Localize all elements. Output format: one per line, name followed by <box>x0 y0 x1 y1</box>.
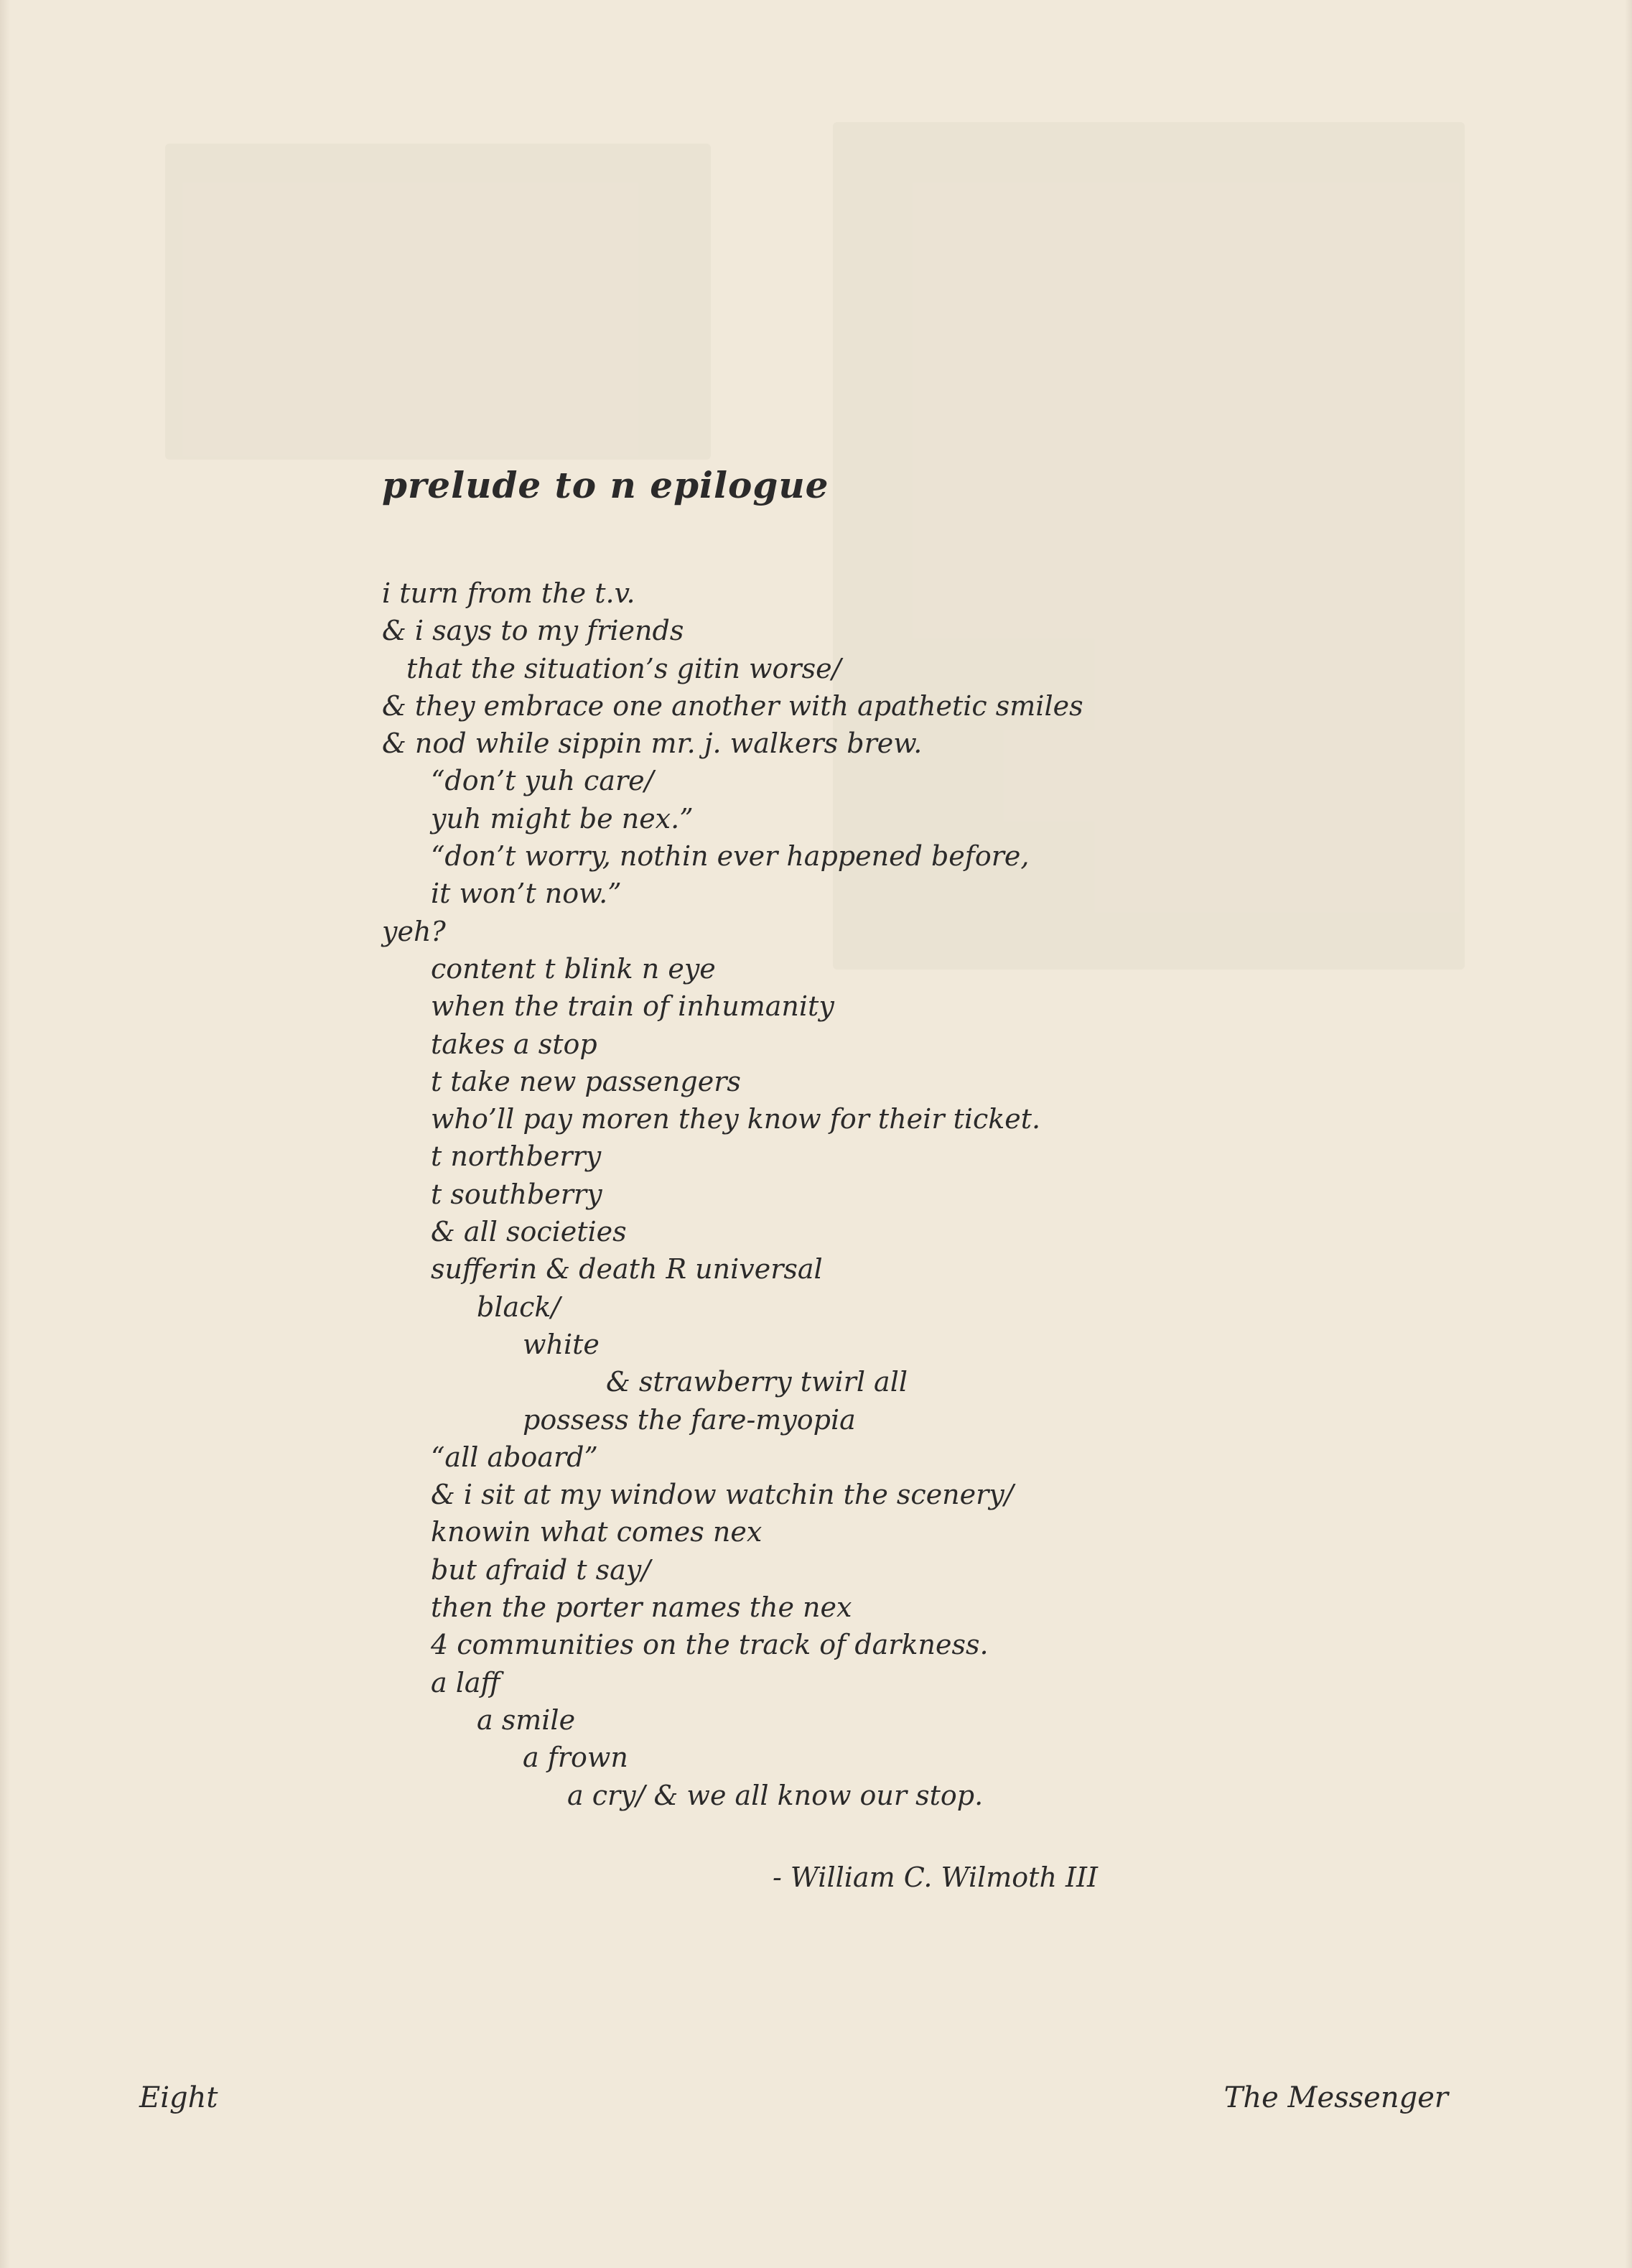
poem-line: content t blink n eye <box>431 952 716 985</box>
poem-line: takes a stop <box>431 1028 597 1060</box>
poem-line: white <box>523 1328 600 1360</box>
poem-line: possess the fare-myopia <box>523 1403 856 1436</box>
poem-line: & i sit at my window watchin the scenery/ <box>431 1479 1014 1511</box>
poem-line: & nod while sippin mr. j. walkers brew. <box>382 728 923 760</box>
poem-line: t take new passengers <box>431 1065 741 1097</box>
poem-line: & i says to my friends <box>382 615 684 647</box>
publication-name: The Messenger <box>1223 2081 1448 2114</box>
poem-attribution: - William C. Wilmoth III <box>773 1862 1099 1893</box>
poem-line: t northberry <box>431 1140 602 1173</box>
poem-line: who’ll pay moren they know for their ticket. <box>431 1103 1041 1135</box>
poem-title: prelude to n epilogue <box>382 464 829 506</box>
poem-line: a laff <box>431 1666 500 1698</box>
poem-line: “don’t worry, nothin ever happened before, <box>431 840 1030 873</box>
poem-line: black/ <box>477 1291 561 1323</box>
page-edge-shadow-left <box>0 0 10 2268</box>
poem-line: & strawberry twirl all <box>606 1366 908 1398</box>
page-edge-shadow-right <box>1625 0 1632 2268</box>
poem-line: but afraid t say/ <box>431 1553 651 1586</box>
poem-line: a frown <box>523 1742 628 1774</box>
poem-body <box>382 575 1083 1814</box>
poem-line: “all aboard” <box>431 1441 598 1473</box>
page-number-label: Eight <box>139 2081 218 2114</box>
poem-line: 4 communities on the track of darkness. <box>431 1629 989 1661</box>
poem-line: it won’t now.” <box>431 878 622 910</box>
poem-line: yeh? <box>382 915 446 947</box>
poem-line: “don’t yuh care/ <box>431 765 654 797</box>
poem-line: & they embrace one another with apathetic smiles <box>382 689 1083 722</box>
poem-line: sufferin & death R universal <box>431 1253 823 1286</box>
poem-line: t southberry <box>431 1178 602 1210</box>
poem-line: that the situation’s gitin worse/ <box>406 652 841 684</box>
poem-line: when the train of inhumanity <box>431 990 834 1023</box>
poem-line: i turn from the t.v. <box>382 577 635 609</box>
poem-line: knowin what comes nex <box>431 1516 763 1548</box>
bleed-through-text-left <box>165 144 711 460</box>
poem-line: a smile <box>477 1704 576 1736</box>
poem-line: & all societies <box>431 1216 627 1248</box>
poem-line: then the porter names the nex <box>431 1591 852 1624</box>
poem-line: yuh might be nex.” <box>431 802 694 835</box>
poem-line: a cry/ & we all know our stop. <box>567 1779 984 1811</box>
